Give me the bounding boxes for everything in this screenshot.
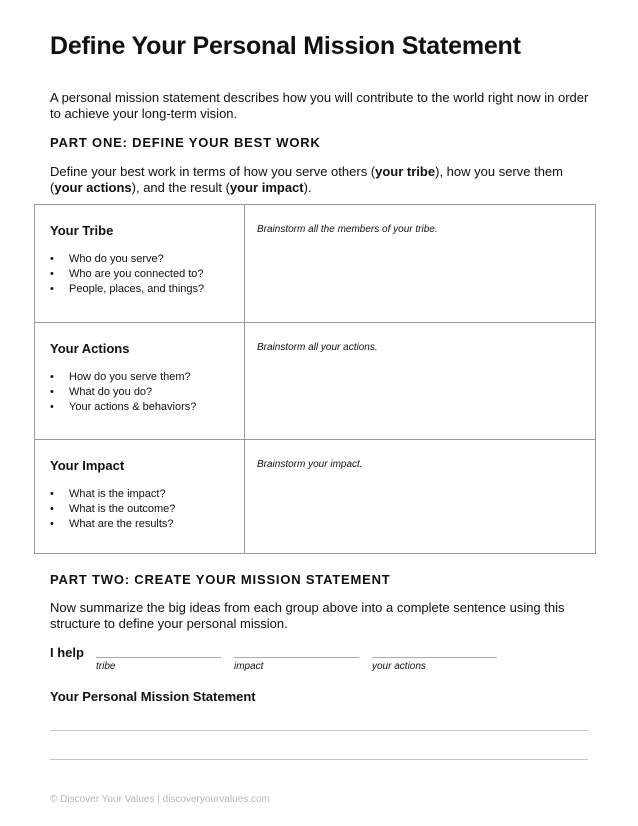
row-heading: Your Impact — [50, 458, 125, 473]
blank-label-tribe: tribe — [96, 661, 116, 672]
desc-bold-actions: your actions — [54, 180, 132, 195]
list-item: • People, places, and things? — [50, 282, 204, 297]
actions-blank-line[interactable] — [372, 657, 497, 658]
brainstorm-field[interactable]: Brainstorm all the members of your tribe. — [257, 224, 438, 235]
list-item: • How do you serve them? — [50, 370, 196, 385]
brainstorm-table — [34, 204, 596, 554]
list-item: • What do you do? — [50, 385, 196, 400]
desc-text: ). — [303, 180, 312, 195]
prompt-list — [50, 370, 196, 415]
blank-label-actions: your actions — [372, 661, 426, 672]
prompt-list — [50, 487, 175, 532]
brainstorm-field[interactable]: Brainstorm your impact. — [257, 459, 363, 470]
page-title: Define Your Personal Mission Statement — [50, 32, 521, 60]
prompt-list — [50, 252, 204, 297]
list-item: • What is the outcome? — [50, 502, 175, 517]
mission-write-line[interactable] — [50, 730, 588, 731]
mission-write-line[interactable] — [50, 759, 588, 760]
desc-text: ), and the result ( — [131, 180, 230, 195]
list-item: • What is the impact? — [50, 487, 175, 502]
desc-bold-tribe: your tribe — [375, 164, 436, 179]
desc-bold-impact: your impact — [229, 180, 304, 195]
table-row-actions — [35, 322, 595, 440]
list-item: • What are the results? — [50, 517, 175, 532]
table-row-impact — [35, 439, 595, 554]
part-one-description — [50, 164, 595, 196]
part-one-heading: PART ONE: DEFINE YOUR BEST WORK — [50, 135, 321, 150]
part-two-heading: PART TWO: CREATE YOUR MISSION STATEMENT — [50, 572, 391, 587]
tribe-blank-line[interactable] — [96, 657, 221, 658]
blank-label-impact: impact — [234, 661, 264, 672]
brainstorm-field[interactable]: Brainstorm all your actions. — [257, 342, 378, 353]
mission-statement-heading: Your Personal Mission Statement — [50, 689, 256, 704]
list-item: • Who do you serve? — [50, 252, 204, 267]
table-row-tribe — [35, 205, 595, 322]
row-heading: Your Actions — [50, 341, 130, 356]
list-item: • Who are you connected to? — [50, 267, 204, 282]
i-help-label: I help — [50, 645, 84, 660]
list-item: • Your actions & behaviors? — [50, 400, 196, 415]
part-two-description: Now summarize the big ideas from each group above into a complete sentence using this structure to define your personal mission. — [50, 600, 565, 631]
desc-text: Define your best work in terms of how you serve others ( — [50, 164, 376, 179]
intro-text: A personal mission statement describes how you will contribute to the world right now in order to achieve your long-term vision. — [50, 90, 589, 121]
row-heading: Your Tribe — [50, 223, 114, 238]
impact-blank-line[interactable] — [234, 657, 359, 658]
footer-credit: © Discover Your Values | discoveryourvalues.com — [50, 794, 270, 805]
desc-text: ), how you serve them ( — [50, 164, 563, 195]
